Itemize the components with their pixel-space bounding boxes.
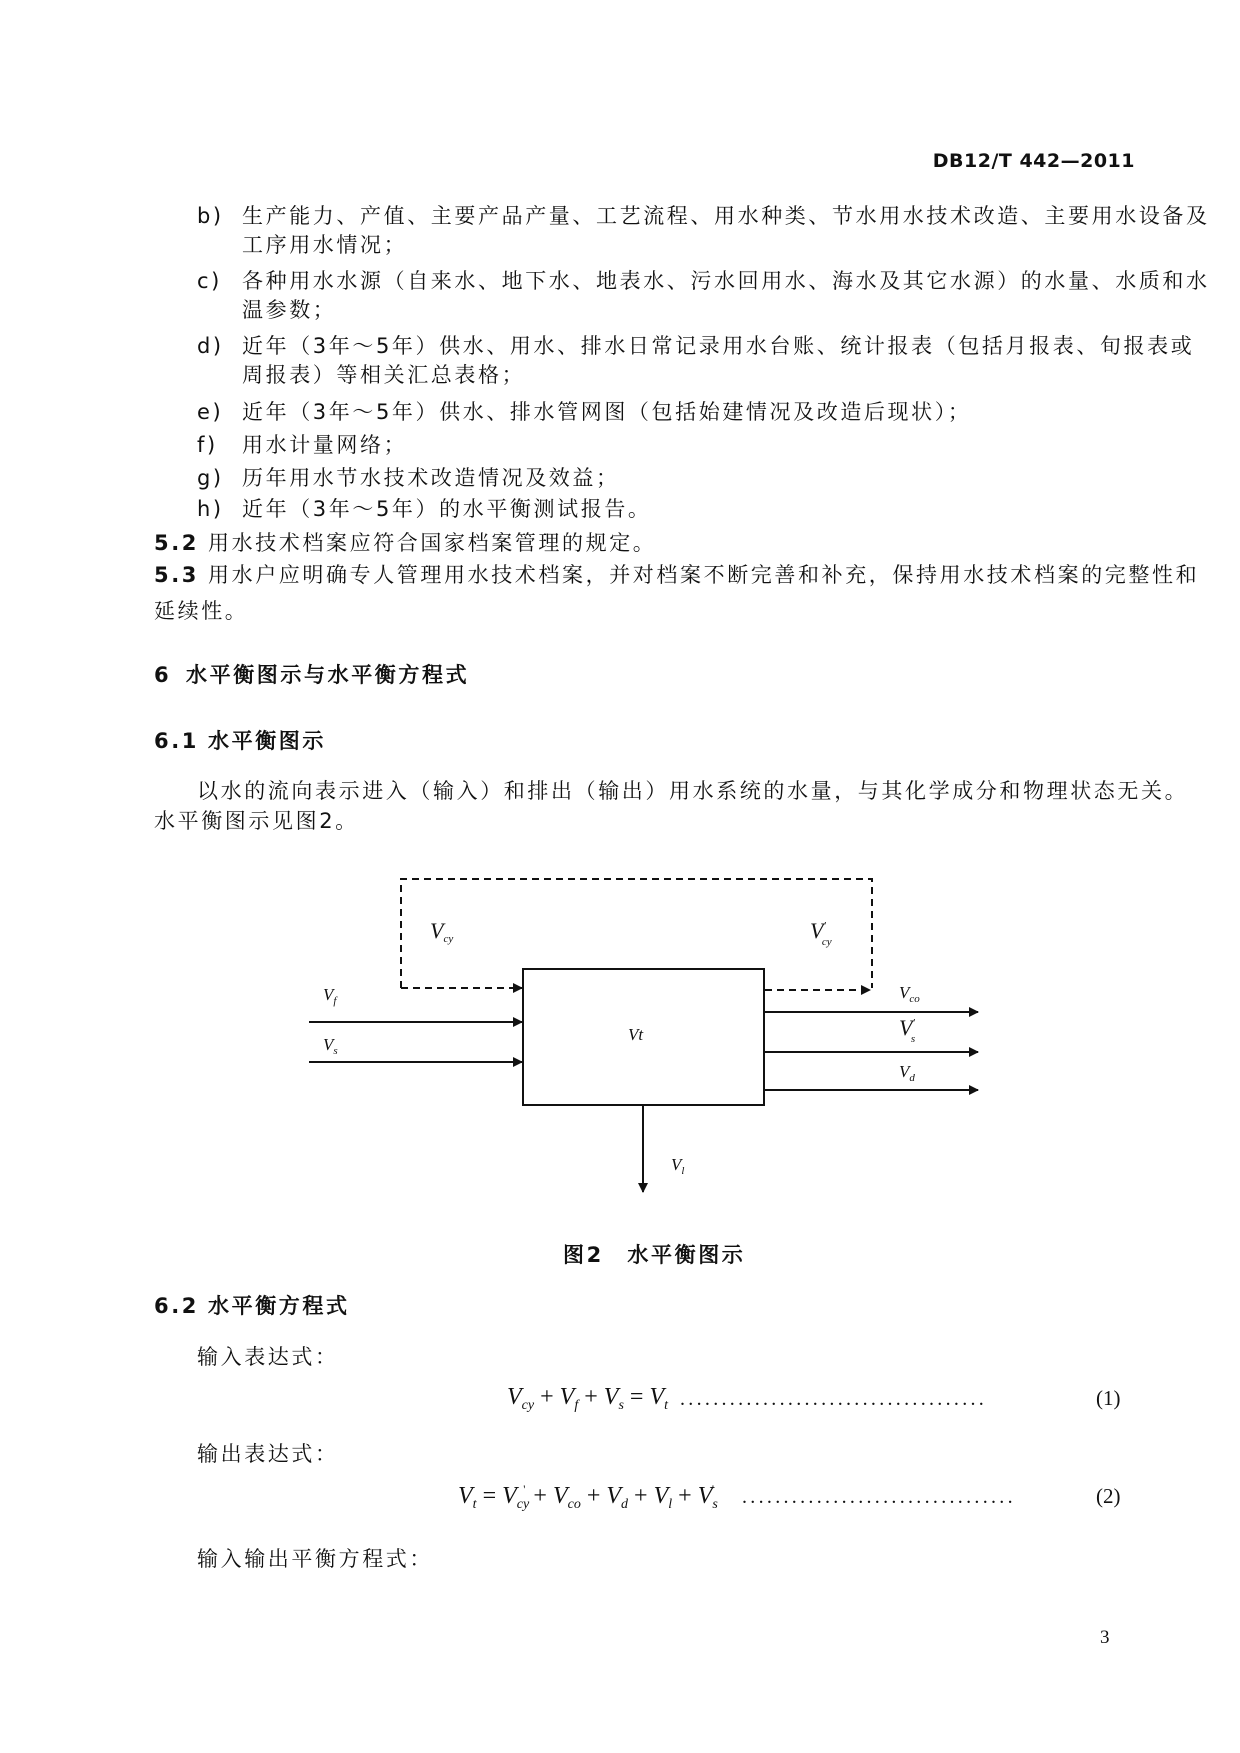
section-title: 水平衡方程式 (208, 1294, 350, 1318)
label-vcy: Vcy (430, 918, 454, 945)
operator: + (534, 1384, 560, 1410)
operator: + (672, 1483, 698, 1509)
list-item-text: 历年用水节水技术改造情况及效益； (242, 466, 620, 490)
recycle-dashed-line (401, 879, 872, 988)
list-item-text: 近年（3年～5年）供水、用水、排水日常记录用水台账、统计报表（包括月报表、旬报表或 (242, 334, 1195, 358)
list-item-text: 周报表）等相关汇总表格； (242, 363, 526, 387)
section-title: 水平衡图示与水平衡方程式 (186, 663, 470, 687)
page-number: 3 (1100, 1627, 1110, 1648)
system-box (523, 969, 764, 1105)
list-item-text: 生产能力、产值、主要产品产量、工艺流程、用水种类、节水用水技术改造、主要用水设备及 (242, 204, 1210, 228)
operator: + (527, 1483, 553, 1509)
variable: V (653, 1483, 669, 1509)
clause-text: 用水技术档案应符合国家档案管理的规定。 (208, 531, 657, 555)
equation-2-number: (2) (1096, 1484, 1121, 1508)
label-vl: $V_l$ (671, 1155, 685, 1177)
output-expression-label: 输出表达式： (197, 1442, 339, 1466)
operator: = (476, 1483, 503, 1509)
label-vcy-out: V' cy (810, 918, 832, 948)
clause-text: 用水户应明确专人管理用水技术档案，并对档案不断完善和补充，保持用水技术档案的完整性和 (208, 563, 1200, 587)
clause-number: 5.3 (154, 563, 200, 587)
label-vco: $V_{co}$ (899, 983, 920, 1005)
diagram-labels (323, 918, 920, 1177)
clause-number: 5.2 (154, 531, 200, 555)
label-vs-out: V' s (899, 1015, 916, 1045)
leader-dots: ................................. (742, 1486, 1016, 1508)
input-expression-label: 输入表达式： (197, 1345, 339, 1369)
label-vf: $V_f$ (323, 985, 337, 1007)
list-marker: e) (197, 400, 224, 424)
list-marker: g) (197, 466, 224, 490)
variable: V (502, 1483, 517, 1509)
variable: V (552, 1483, 568, 1509)
list-marker: c) (197, 269, 222, 293)
section-number: 6 (154, 663, 172, 687)
operator: + (628, 1483, 654, 1509)
label-vs: $V_s$ (323, 1035, 338, 1057)
list-marker: d) (197, 334, 224, 358)
variable: V (649, 1384, 665, 1410)
variable: V (559, 1384, 575, 1410)
list-item-text: 温参数； (242, 298, 337, 322)
variable: V (507, 1384, 522, 1410)
paragraph: 水平衡图示见图2。 (154, 809, 359, 833)
equation-2: $V_t = V_{cy}' + V_{co} + V_d + V_l + V_s'$ (458, 1482, 718, 1512)
paragraph: 以水的流向表示进入（输入）和排出（输出）用水系统的水量，与其化学成分和物理状态无关。 (197, 779, 1189, 803)
list-marker: h) (197, 497, 224, 521)
section-number: 6.2 (154, 1294, 200, 1318)
center-label: Vt (628, 1025, 644, 1044)
section-number: 6.1 (154, 729, 200, 753)
operator: + (578, 1384, 604, 1410)
variable: V (697, 1483, 713, 1509)
list-item-text: 各种用水水源（自来水、地下水、地表水、污水回用水、海水及其它水源）的水量、水质和水 (242, 269, 1210, 293)
variable: V (606, 1483, 622, 1509)
list-item-text: 用水计量网络； (242, 433, 408, 457)
list-item-text: 近年（3年～5年）供水、排水管网图（包括始建情况及改造后现状）； (242, 400, 972, 424)
list-item-text: 近年（3年～5年）的水平衡测试报告。 (242, 497, 652, 521)
list-item-text: 工序用水情况； (242, 233, 408, 257)
operator: = (623, 1384, 650, 1410)
clause-text: 延续性。 (154, 599, 249, 623)
list-marker: f) (197, 433, 218, 457)
list-marker: b) (197, 204, 224, 228)
balance-equation-label: 输入输出平衡方程式： (197, 1547, 433, 1571)
operator: + (580, 1483, 607, 1509)
equation-1: $V_{cy} + V_f + V_s = V_t$ (507, 1384, 668, 1413)
variable: V (603, 1384, 619, 1410)
leader-dots: ..................................... (680, 1388, 988, 1410)
equation-1-number: (1) (1096, 1386, 1121, 1410)
label-vd: $V_d$ (899, 1062, 915, 1084)
variable: V (458, 1483, 473, 1509)
section-title: 水平衡图示 (208, 729, 326, 753)
document-code: DB12/T 442—2011 (932, 150, 1135, 172)
figure-caption: 图2 水平衡图示 (563, 1243, 746, 1267)
